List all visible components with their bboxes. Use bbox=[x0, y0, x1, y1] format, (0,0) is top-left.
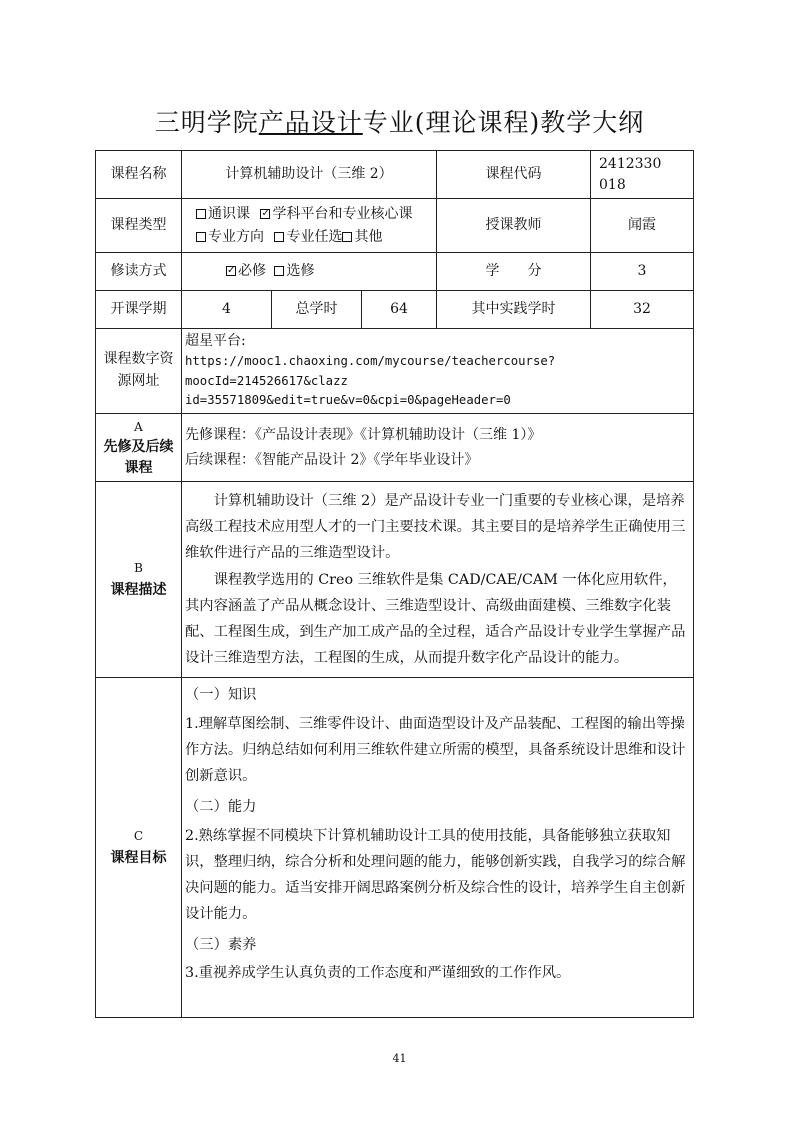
prereq-value bbox=[182, 414, 694, 482]
checkbox-required[interactable] bbox=[226, 266, 236, 276]
course-type-label: 课程类型 bbox=[96, 199, 182, 253]
course-type-options bbox=[182, 199, 437, 253]
resource-label-line2: 源网址 bbox=[117, 373, 160, 389]
course-type-row bbox=[96, 199, 694, 253]
practice-value: 32 bbox=[591, 291, 694, 329]
goals-label bbox=[96, 678, 182, 1018]
semester-row bbox=[96, 291, 694, 329]
resource-url-line1: https://mooc1.chaoxing.com/mycourse/teachercourse?moocId=214526617&clazz bbox=[185, 354, 556, 388]
resource-value bbox=[182, 329, 694, 414]
practice-label: 其中实践学时 bbox=[437, 291, 591, 329]
goals-row bbox=[96, 678, 694, 1018]
prereq-courses: 先修课程：《产品设计表现》《计算机辅助设计（三维 1）》 bbox=[185, 427, 542, 444]
hours-value: 64 bbox=[362, 291, 437, 329]
title-school: 三明学院 bbox=[154, 108, 259, 137]
mode-required-label: 必修 bbox=[238, 262, 266, 279]
type-general-label: 通识课 bbox=[208, 206, 250, 223]
checkbox-other[interactable] bbox=[342, 232, 352, 242]
teacher-value: 闻霞 bbox=[591, 199, 694, 253]
checkbox-core[interactable] bbox=[260, 209, 270, 219]
checkbox-elective[interactable] bbox=[274, 232, 284, 242]
resource-label bbox=[96, 329, 182, 414]
study-mode-options bbox=[182, 253, 437, 291]
course-code-value bbox=[591, 151, 694, 199]
credit-label: 学 分 bbox=[437, 253, 591, 291]
document-title bbox=[0, 103, 799, 139]
prereq-label bbox=[96, 414, 182, 482]
resource-row bbox=[96, 329, 694, 414]
semester-value: 4 bbox=[182, 291, 272, 329]
page-number: 41 bbox=[392, 1052, 407, 1065]
description-row bbox=[96, 482, 694, 678]
description-label-text: 课程描述 bbox=[110, 581, 167, 598]
course-code-line2: 018 bbox=[599, 176, 626, 193]
title-suffix: 专业(理论课程)教学大纲 bbox=[362, 108, 645, 137]
course-name-row bbox=[96, 151, 694, 199]
goals-letter: C bbox=[133, 828, 144, 843]
type-core-label: 学科平台和专业核心课 bbox=[272, 206, 413, 223]
study-mode-label: 修读方式 bbox=[96, 253, 182, 291]
type-elective-label: 专业任选 bbox=[286, 228, 343, 245]
course-name-label: 课程名称 bbox=[96, 151, 182, 199]
goal-heading-ability: （二）能力 bbox=[185, 798, 257, 815]
mode-optional-label: 选修 bbox=[286, 262, 315, 279]
syllabus-table bbox=[95, 150, 694, 1018]
prereq-letter: A bbox=[134, 420, 143, 435]
checkbox-optional[interactable] bbox=[274, 266, 284, 276]
description-letter: B bbox=[134, 560, 143, 575]
semester-label: 开课学期 bbox=[96, 291, 182, 329]
followup-courses: 后续课程：《智能产品设计 2》《学年毕业设计》 bbox=[185, 451, 479, 468]
hours-label: 总学时 bbox=[272, 291, 362, 329]
resource-platform: 超星平台: bbox=[185, 333, 246, 349]
type-other-label: 其他 bbox=[354, 228, 383, 245]
resource-url-line2: id=35571809&edit=true&v=0&cpi=0&pageHeader=0 bbox=[185, 393, 511, 408]
prereq-label-line2: 课程 bbox=[124, 459, 153, 476]
prereq-row bbox=[96, 414, 694, 482]
goals-label-text: 课程目标 bbox=[110, 849, 167, 866]
goal-text-ability: 2.熟练掌握不同模块下计算机辅助设计工具的使用技能，具备能够独立获取知识，整理归纳，综合分析和处理问题的能力，能够创新实践，自我学习的综合解决问题的能力。适当安排开阔思路案例分析及综合性的设计，培养学生自主创新设计能力。 bbox=[185, 827, 686, 922]
credit-value: 3 bbox=[591, 253, 694, 291]
course-name-value: 计算机辅助设计（三维 2） bbox=[182, 151, 437, 199]
description-paragraph-1: 计算机辅助设计（三维 2）是产品设计专业一门重要的专业核心课，是培养高级工程技术应用型人才的一门主要技术课。其主要目的是培养学生正确使用三维软件进行产品的三维造型设计。 bbox=[185, 493, 686, 562]
resource-url[interactable] bbox=[185, 352, 690, 411]
description-value bbox=[182, 482, 694, 678]
goal-text-literacy: 3.重视养成学生认真负责的工作态度和严谨细致的工作作风。 bbox=[185, 965, 571, 982]
checkbox-direction[interactable] bbox=[196, 232, 206, 242]
study-mode-row bbox=[96, 253, 694, 291]
checkbox-general[interactable] bbox=[196, 209, 206, 219]
type-direction-label: 专业方向 bbox=[208, 228, 264, 245]
goal-heading-literacy: （三）素养 bbox=[185, 936, 257, 953]
title-major: 产品设计 bbox=[258, 108, 363, 137]
goal-text-knowledge: 1.理解草图绘制、三维零件设计、曲面造型设计及产品装配、工程图的输出等操作方法。归纳总结如何利用三维软件建立所需的模型，具备系统设计思维和设计创新意识。 bbox=[185, 715, 686, 784]
course-code-line1: 2412330 bbox=[599, 156, 662, 173]
prereq-label-line1: 先修及后续 bbox=[103, 439, 174, 456]
description-paragraph-2: 课程教学选用的 Creo 三维软件是集 CAD/CAE/CAM 一体化应用软件，其内容涵盖了产品从概念设计、三维造型设计、高级曲面建模、三维数字化装配、工程图生成，到生产加工成产品的全过程，适合产品设计专业学生掌握产品设计三维造型方法，工程图的生成，从而提升数字化产品设计的能力。 bbox=[185, 571, 686, 666]
goals-value bbox=[182, 678, 694, 1018]
resource-label-line1: 课程数字资 bbox=[103, 351, 174, 368]
goal-heading-knowledge: （一）知识 bbox=[185, 687, 257, 704]
teacher-label: 授课教师 bbox=[437, 199, 591, 253]
course-code-label: 课程代码 bbox=[437, 151, 591, 199]
description-label bbox=[96, 482, 182, 678]
